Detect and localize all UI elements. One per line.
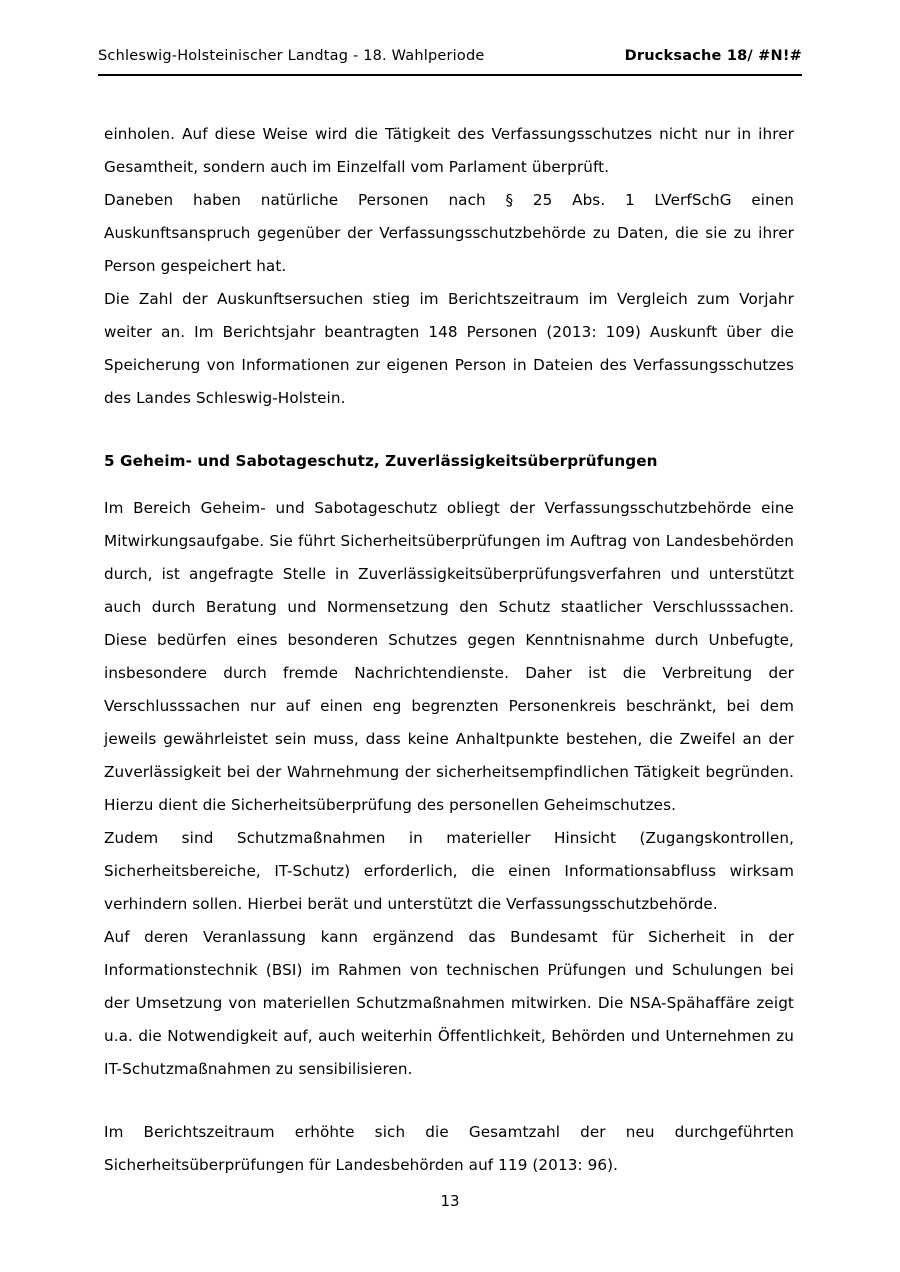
page-header: [98, 48, 802, 64]
paragraph: Auf deren Veranlassung kann ergänzend das Bundesamt für Sicherheit in der Informationstechnik (BSI) im Rahmen von technischen Prüfungen und Schulungen bei der Umsetzung von materiellen Schutzmaßnahmen mitwirken. Die NSA-Spähaffäre zeigt u.a. die Notwendigkeit auf, auch weiterhin Öffentlichkeit, Behörden und Unternehmen zu IT-Schutzmaßnahmen zu sensibilisieren.: [104, 928, 794, 1078]
header-divider: [98, 74, 802, 76]
paragraph: einholen. Auf diese Weise wird die Tätigkeit des Verfassungsschutzes nicht nur in ihrer Gesamtheit, sondern auch im Einzelfall vom Parlament überprüft.: [104, 125, 794, 176]
paragraph: Im Bereich Geheim- und Sabotageschutz obliegt der Verfassungsschutzbehörde eine Mitwirkungsaufgabe. Sie führt Sicherheitsüberprüfungen im Auftrag von Landesbehörden durch, ist angefragte Stelle in Zuverlässigkeitsüberprüfungsverfahren und unterstützt auch durch Beratung und Normensetzung den Schutz staatlicher Verschlusssachen. Diese bedürfen eines besonderen Schutzes gegen Kenntnisnahme durch Unbefugte, insbesondere durch fremde Nachrichtendienste. Daher ist die Verbreitung der Verschlusssachen nur auf einen eng begrenzten Personenkreis beschränkt, bei dem jeweils gewährleistet sein muss, dass keine Anhaltpunkte bestehen, die Zweifel an der Zuverlässigkeit bei der Wahrnehmung der sicherheitsempfindlichen Tätigkeit begründen. Hierzu dient die Sicherheitsüberprüfung des personellen Geheimschutzes.: [104, 499, 794, 814]
spacer: [104, 415, 794, 445]
spacer: [104, 1086, 794, 1116]
spacer: [104, 478, 794, 492]
paragraph: Im Berichtszeitraum erhöhte sich die Gesamtzahl der neu durchgeführten Sicherheitsüberprüfungen für Landesbehörden auf 119 (2013: 96).: [104, 1123, 794, 1174]
page-number: 13: [440, 1192, 460, 1210]
paragraph: Die Zahl der Auskunftsersuchen stieg im Berichtszeitraum im Vergleich zum Vorjahr weiter an. Im Berichtsjahr beantragten 148 Personen (2013: 109) Auskunft über die Speicherung von Informationen zur eigenen Person in Dateien des Verfassungsschutzes des Landes Schleswig-Holstein.: [104, 290, 794, 407]
header-document-number: Drucksache 18/ #N!#: [624, 48, 802, 64]
header-parliament-label: Schleswig-Holsteinischer Landtag - 18. Wahlperiode: [98, 48, 485, 64]
paragraph: Daneben haben natürliche Personen nach § 25 Abs. 1 LVerfSchG einen Auskunftsanspruch gegenüber der Verfassungsschutzbehörde zu Daten, die sie zu ihrer Person gespeichert hat.: [104, 191, 794, 275]
paragraph: Zudem sind Schutzmaßnahmen in materieller Hinsicht (Zugangskontrollen, Sicherheitsbereiche, IT-Schutz) erforderlich, die einen Informationsabfluss wirksam verhindern sollen. Hierbei berät und unterstützt die Verfassungsschutzbehörde.: [104, 829, 794, 913]
document-body: [104, 118, 794, 1182]
section-heading: 5 Geheim- und Sabotageschutz, Zuverlässigkeitsüberprüfungen: [104, 452, 658, 470]
